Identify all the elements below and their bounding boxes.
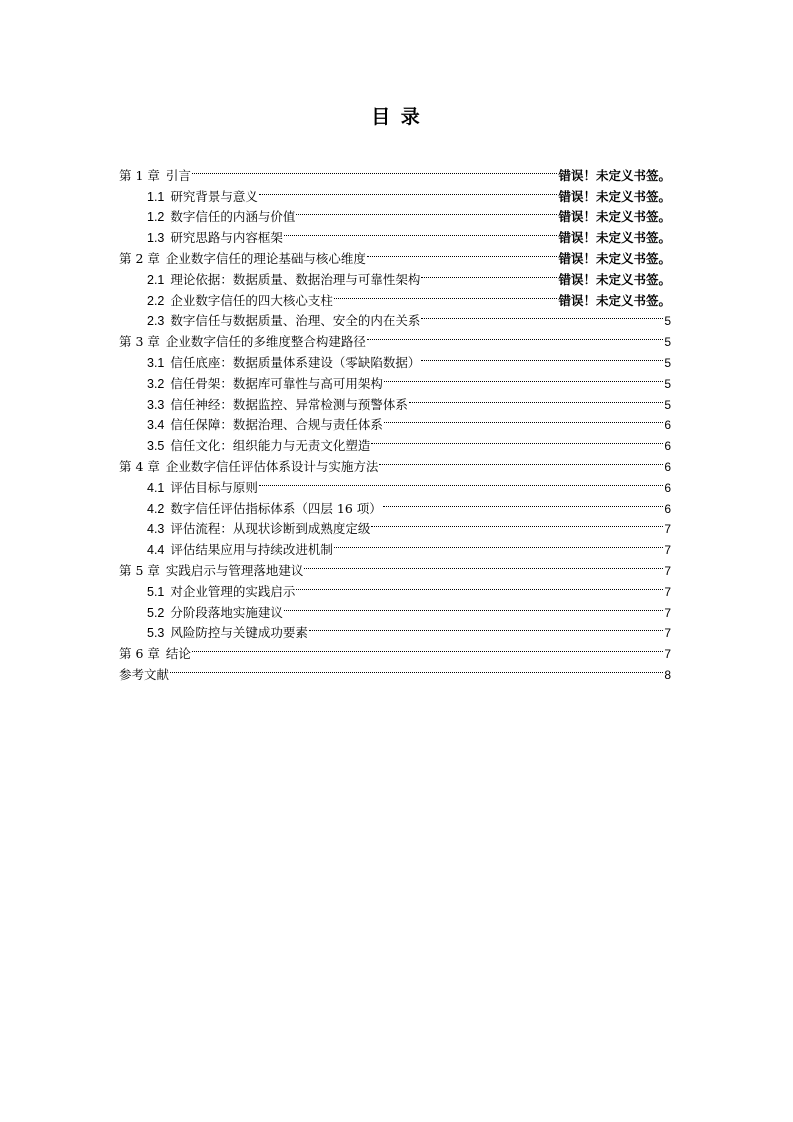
toc-entry-title: 评估结果应用与持续改进机制: [170, 542, 333, 558]
toc-page-number: 5: [664, 397, 671, 412]
dot-leader: [421, 346, 663, 367]
toc-page-number: 6: [664, 480, 671, 495]
toc-entry-number: 第 2 章: [119, 250, 160, 266]
bookmark-error-text: 错误！未定义书签。: [558, 167, 671, 183]
dot-leader: [421, 305, 663, 326]
dot-leader: [379, 450, 663, 471]
toc-page-number: 5: [664, 335, 671, 350]
toc-entry-number: 2.2: [147, 293, 165, 308]
bookmark-error-text: 错误！未定义书签。: [558, 230, 671, 246]
bookmark-error-text: 错误！未定义书签。: [558, 188, 671, 204]
toc-page-number: 7: [664, 647, 671, 662]
toc-entry-title: 数字信任与数据质量、治理、安全的内在关系: [170, 313, 421, 329]
dot-leader: [309, 617, 663, 638]
toc-entry-number: 1.3: [147, 231, 165, 246]
toc-entry-title: 风险防控与关键成功要素: [170, 625, 308, 641]
toc-entry-number: 4.3: [147, 522, 165, 537]
toc-entry[interactable]: [119, 658, 671, 682]
toc-entry-number: 3.2: [147, 376, 165, 391]
dot-leader: [384, 409, 663, 430]
toc-entry-number: 第 1 章: [119, 167, 160, 183]
toc-entry-title: 实践启示与管理落地建议: [165, 562, 304, 578]
dot-leader: [296, 201, 557, 222]
toc-entry[interactable]: [119, 159, 671, 183]
toc-entry-title: 数字信任的内涵与价值: [170, 209, 296, 225]
dot-leader: [383, 492, 664, 513]
dot-leader: [170, 658, 663, 679]
dot-leader: [304, 554, 663, 575]
toc-entry-title: 企业数字信任的四大核心支柱: [170, 292, 333, 308]
toc-entry-number: 3.1: [147, 355, 165, 370]
toc-page-number: 7: [664, 563, 671, 578]
toc-page-number: 6: [664, 459, 671, 474]
dot-leader: [367, 242, 558, 263]
toc-page-number: 6: [664, 418, 671, 433]
toc-entry-title: 引言: [165, 167, 191, 183]
toc-entry-title: 企业数字信任的多维度整合构建路径: [165, 334, 366, 350]
toc-page-number: 7: [664, 626, 671, 641]
dot-leader: [334, 533, 663, 554]
toc-entry-number: 4.4: [147, 543, 165, 558]
toc-entry-number: 第 4 章: [119, 458, 160, 474]
dot-leader: [371, 429, 663, 450]
bookmark-error-text: 错误！未定义书签。: [558, 209, 671, 225]
toc-entry-title: 数字信任评估指标体系（四层 16 项）: [170, 500, 382, 516]
toc-entry-title: 信任保障：数据治理、合规与责任体系: [170, 417, 383, 433]
toc-entry-title: 评估目标与原则: [170, 479, 258, 495]
dot-leader: [284, 221, 558, 242]
bookmark-error-text: 错误！未定义书签。: [558, 271, 671, 287]
toc-entry-title: 企业数字信任评估体系设计与实施方法: [165, 458, 379, 474]
toc-page-number: 7: [664, 584, 671, 599]
toc-page-number: 7: [664, 605, 671, 620]
toc-entry-title: 信任骨架：数据库可靠性与高可用架构: [170, 375, 383, 391]
toc-entry-title: 评估流程：从现状诊断到成熟度定级: [170, 521, 371, 537]
toc-entry-title: 研究背景与意义: [170, 188, 258, 204]
dot-leader: [296, 575, 663, 596]
toc-list: [119, 159, 671, 682]
toc-entry-title: 信任文化：组织能力与无责文化塑造: [170, 438, 371, 454]
toc-entry-number: 1.2: [147, 210, 165, 225]
toc-entry-number: 5.3: [147, 626, 165, 641]
toc-entry-title: 研究思路与内容框架: [170, 230, 283, 246]
toc-entry-number: 2.3: [147, 314, 165, 329]
toc-page-number: 7: [664, 543, 671, 558]
toc-page-number: 5: [664, 314, 671, 329]
toc-entry-number: 第 3 章: [119, 334, 160, 350]
toc-entry-title: 结论: [165, 646, 191, 662]
toc-entry-title: 理论依据：数据质量、数据治理与可靠性架构: [170, 271, 421, 287]
toc-entry-number: 第 5 章: [119, 562, 160, 578]
dot-leader: [259, 471, 663, 492]
dot-leader: [384, 367, 663, 388]
toc-entry-number: 4.2: [147, 501, 165, 516]
toc-page-number: 5: [664, 376, 671, 391]
toc-entry[interactable]: [119, 637, 671, 662]
toc-page-number: 6: [664, 501, 671, 516]
dot-leader: [259, 180, 558, 201]
toc-entry-number: 3.4: [147, 418, 165, 433]
dot-leader: [371, 513, 663, 534]
toc-entry-number: 第 6 章: [119, 646, 160, 662]
dot-leader: [367, 325, 663, 346]
toc-page-number: 5: [664, 355, 671, 370]
toc-entry-title: 对企业管理的实践启示: [170, 583, 296, 599]
bookmark-error-text: 错误！未定义书签。: [558, 292, 671, 308]
dot-leader: [192, 159, 558, 180]
toc-entry-number: 2.1: [147, 272, 165, 287]
toc-entry-number: 3.3: [147, 397, 165, 412]
toc-entry-number: 1.1: [147, 189, 165, 204]
toc-entry-number: 5.1: [147, 584, 165, 599]
toc-title: 目 录: [371, 106, 422, 128]
bookmark-error-text: 错误！未定义书签。: [558, 250, 671, 266]
toc-entry-title: 分阶段落地实施建议: [170, 604, 283, 620]
dot-leader: [334, 284, 558, 305]
toc-entry-number: 4.1: [147, 480, 165, 495]
toc-entry-title: 信任底座：数据质量体系建设（零缺陷数据）: [170, 354, 421, 370]
toc-entry-number: 3.5: [147, 439, 165, 454]
dot-leader: [192, 637, 663, 658]
dot-leader: [409, 388, 663, 409]
dot-leader: [284, 596, 663, 617]
toc-page-number: 8: [664, 667, 671, 682]
toc-page-number: 7: [664, 522, 671, 537]
toc-page-number: 6: [664, 439, 671, 454]
dot-leader: [421, 263, 557, 284]
toc-entry-title: 信任神经：数据监控、异常检测与预警体系: [170, 396, 408, 412]
toc-entry-title: 参考文献: [119, 666, 170, 682]
toc-entry-number: 5.2: [147, 605, 165, 620]
toc-entry-title: 企业数字信任的理论基础与核心维度: [165, 250, 366, 266]
